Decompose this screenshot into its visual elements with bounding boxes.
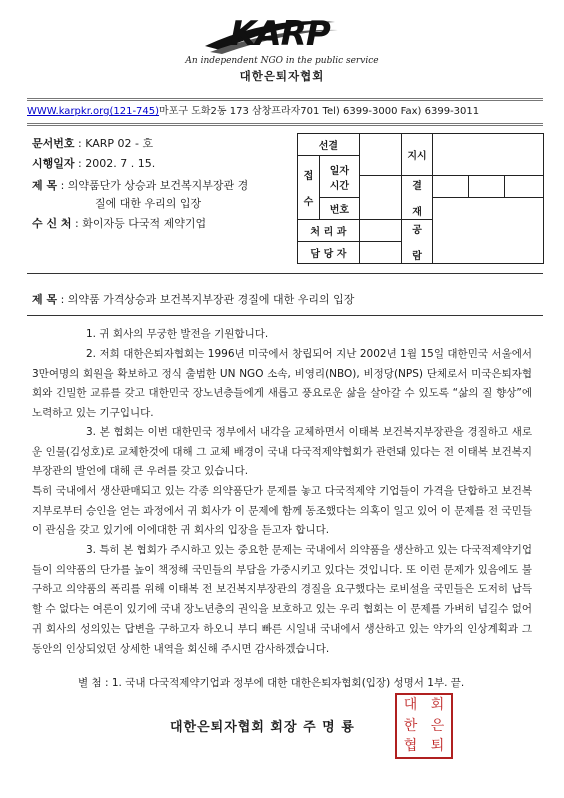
cell-gongram: 공 람 bbox=[401, 220, 433, 264]
attachment-line: 별 첨 : 1. 국내 다국적제약기업과 정부에 대한 대한은퇴자협회(입장) 성명서 1부. 끝. bbox=[78, 677, 465, 689]
doc-date-value: : 2002. 7 . 15. bbox=[78, 157, 156, 170]
seal-char: 퇴 bbox=[430, 738, 445, 755]
subject-label: 제 목 bbox=[32, 293, 58, 306]
cell-blank-c bbox=[359, 176, 401, 220]
doc-number-label: 문서번호 bbox=[32, 137, 75, 150]
cell-blank-b bbox=[433, 134, 544, 176]
doc-subject-cont bbox=[95, 195, 201, 211]
subject-value: : 의약품 가격상승과 보건복지부장관 경질에 대한 우리의 입장 bbox=[60, 293, 355, 306]
tagline: An independent NGO in the public service bbox=[185, 56, 379, 66]
doc-recipient-value: : 화이자등 다국적 제약기업 bbox=[75, 217, 207, 230]
address-bar bbox=[27, 98, 543, 126]
cell-blank-d bbox=[433, 198, 544, 264]
subject-line bbox=[32, 291, 354, 307]
cell-jeopsu: 접 수 bbox=[298, 156, 320, 220]
body-paragraph-1: 1. 귀 회사의 무궁한 발전을 기원합니다. bbox=[86, 328, 269, 340]
org-name: 대한은퇴자협회 bbox=[239, 69, 325, 83]
cell-blank-f bbox=[359, 242, 401, 264]
doc-subject-label: 제 목 bbox=[32, 179, 58, 192]
doc-number-value: : KARP 02 - 호 bbox=[78, 137, 154, 150]
signature-line: 대한은퇴자협회 회장 주 명 룡 bbox=[170, 720, 355, 735]
seal-char: 협 bbox=[403, 738, 418, 755]
cell-sign-2 bbox=[469, 176, 505, 198]
cell-beonho: 번호 bbox=[319, 198, 359, 220]
seal-char: 대 bbox=[403, 697, 418, 713]
karp-logo bbox=[200, 8, 340, 54]
doc-subject-value-2: 질에 대한 우리의 입장 bbox=[95, 197, 202, 210]
body-paragraph-4: 특히 국내에서 생산판매되고 있는 각종 의약품단가 문제를 놓고 다국적제약 기업들이 가격을 단합하고 보건복지부로부터 승인을 얻는 과정에서 귀 회사가 이 문제에 함께 동조했다는 의혹이 일고 있어 이 문제를 전 국민들이 관심을 갖고 있기에 이에대한 귀 회사의 입장을 듣고자 합니다. bbox=[32, 485, 532, 537]
doc-subject bbox=[32, 177, 248, 193]
doc-recipient bbox=[32, 215, 206, 231]
divider-top bbox=[27, 273, 543, 274]
body-paragraph-5: 3. 특히 본 협회가 주시하고 있는 중요한 문제는 국내에서 의약품을 생산하고 있는 다국적제약기업들이 의약품의 단가를 높이 책정해 국민들의 부담을 가중시키고 있다는 것입니다. 또 이런 문제가 있음에도 불구하고 의약품의 폭리를 위해 이태복 전 보건복지부장관의 경질을 요구했다는 로비설을 국민들은 도저히 납득할 수 없다는 여론이 있기에 국내 장노년층의 권익을 보호하고 있는 우리 협회는 이 문제를 가벼히 넘길수 없어 귀 회사의 성의있는 답변을 구하고자 하오니 부디 빠른 시일내 국내에서 생산하고 있는 약가의 인상계획과 그동안의 인상되었던 상세한 내역을 회신해 주시면 감사하겠습니다. bbox=[32, 544, 532, 655]
doc-subject-value-1: : 의약품단가 상승과 보건복지부장관 경 bbox=[60, 179, 249, 192]
cell-blank-a bbox=[359, 134, 401, 176]
website-link[interactable]: WWW.karpkr.org(121-745) bbox=[27, 106, 160, 117]
address-text: 마포구 도화2동 173 삼창프라자701 Tel) 6399-3000 Fax) 6399-3011 bbox=[159, 106, 480, 117]
seal-char: 은 bbox=[430, 717, 445, 734]
doc-date bbox=[32, 155, 155, 171]
seal-char: 회 bbox=[430, 697, 445, 713]
logo-text: KARP bbox=[230, 14, 330, 54]
body-paragraph-2: 2. 저희 대한은퇴자협회는 1996년 미국에서 창립되어 지난 2002년 1월 15일 대한민국 서울에서 3만여명의 회원을 확보하고 정식 출범한 UN NGO 소속, 비영리(NBO), 비정당(NPS) 단체로서 미국은퇴자협회와 긴밀한 교류를 갖고 대한민국 장노년층들에게 새롭고 풍요로운 삶을 살아갈 수 있도록 “삶의 질 향상”에 노력하고 있는 기구입니다. bbox=[32, 348, 532, 420]
body-paragraph-3: 3. 본 협회는 이번 대한민국 정부에서 내각을 교체하면서 이태복 보건복지부장관을 경질하고 새로운 인물(김성호)로 교체한것에 대해 그 교체 배경이 국내 다국적제약협회가 관련돼 있다는 전 이태복 보건복지부장관의 발언에 대해 큰 우려를 갖고 있습니다. bbox=[32, 426, 532, 478]
cell-seongyeol: 선결 bbox=[298, 134, 360, 156]
cell-sign-3 bbox=[505, 176, 544, 198]
cell-blank-e bbox=[359, 220, 401, 242]
official-seal bbox=[395, 693, 453, 759]
doc-date-label: 시행일자 bbox=[32, 157, 75, 170]
approval-table bbox=[297, 133, 544, 264]
cell-damdang: 담 당 자 bbox=[298, 242, 360, 264]
cell-sign-1 bbox=[433, 176, 469, 198]
doc-number bbox=[32, 135, 153, 151]
seal-char: 한 bbox=[403, 717, 418, 734]
cell-jisi: 지시 bbox=[401, 134, 433, 176]
cell-gyeoljae: 결 재 bbox=[401, 176, 433, 220]
doc-recipient-label: 수 신 처 bbox=[32, 217, 72, 230]
divider-subject bbox=[27, 315, 543, 316]
cell-cheori: 처 리 과 bbox=[298, 220, 360, 242]
cell-ilja-sigan: 일자 시간 bbox=[319, 156, 359, 198]
